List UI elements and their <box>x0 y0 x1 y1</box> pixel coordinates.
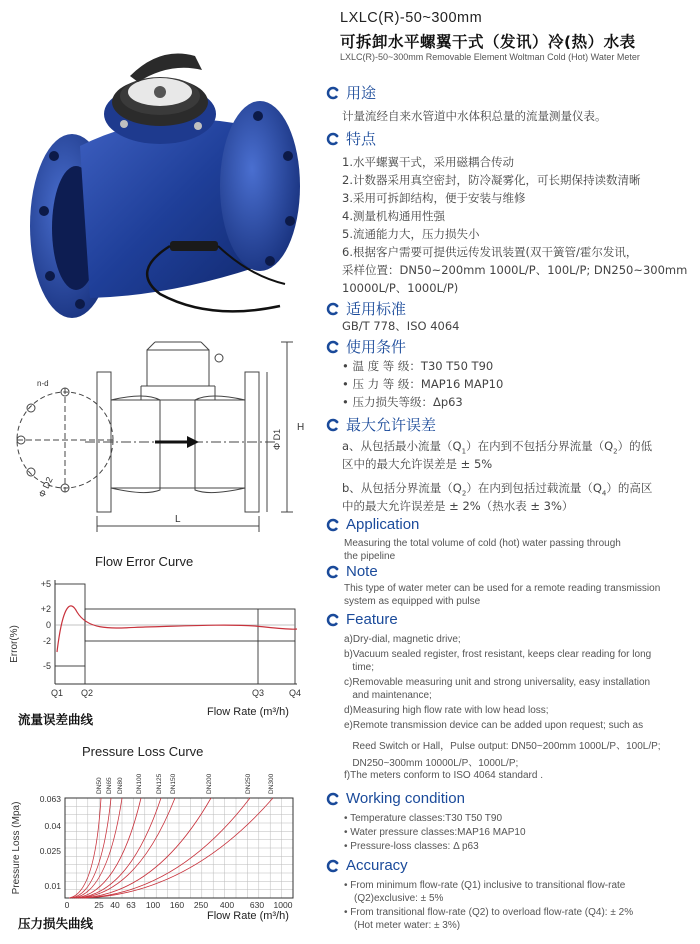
section-usage-title <box>326 82 376 103</box>
section-conditions-cn-title <box>326 336 406 357</box>
condition-cn-item: • 压 力 等 级：MAP16 MAP10 <box>342 377 504 391</box>
condition-cn-item: • 温 度 等 级：T30 T50 T90 <box>342 359 494 373</box>
application-line: Measuring the total volume of cold (hot) water passing through <box>344 538 621 549</box>
section-application-title <box>326 516 419 533</box>
application-line: the pipeline <box>344 551 396 562</box>
product-title-en: LXLC(R)-50~300mm Removable Element Woltman Cold (Hot) Water Meter <box>340 52 640 62</box>
x-tick-q1: Q1 <box>50 688 64 698</box>
pl-x-tick-25: 25 <box>94 900 104 910</box>
flow-error-xlabel: Flow Rate (m³/h) <box>207 706 289 718</box>
feature-en-line: f)The meters conform to ISO 4064 standard . <box>344 770 543 781</box>
accuracy-line: • From transitional flow-rate (Q2) to overload flow-rate (Q4): ± 2% <box>344 907 634 918</box>
flow-error-chart <box>5 572 305 702</box>
label-H: H <box>297 422 305 433</box>
working-title-text: Working condition <box>346 790 465 807</box>
pl-x-tick-1000: 1000 <box>273 900 293 910</box>
pressure-loss-caption-cn: 压力损失曲线 <box>18 916 94 931</box>
c-bullet-icon <box>326 613 340 627</box>
pressure-loss-ylabel: Pressure Loss (Mpa) <box>11 801 22 895</box>
feature-en-line: time; <box>344 662 375 673</box>
series-label-dn200: DN200 <box>206 773 213 794</box>
feature-en-line: c)Removable measuring unit and strong universality, easy installation <box>344 677 651 688</box>
feature-cn-item: 采样位置：DN50~200mm 1000L/P、100L/P; DN250~300mm <box>342 263 688 277</box>
feature-cn-item: 5.流通能力大，压力损失小 <box>342 227 480 241</box>
pl-x-tick-100: 100 <box>145 900 161 910</box>
note-line: system as equipped with pulse <box>344 596 481 607</box>
c-bullet-icon <box>326 86 340 100</box>
section-accuracy-title <box>326 857 408 874</box>
flow-error-chart-title: Flow Error Curve <box>95 554 194 569</box>
c-bullet-icon <box>326 340 340 354</box>
c-bullet-icon <box>326 565 340 579</box>
label-D2: Φ D2 <box>36 475 55 499</box>
label-D1: Φ D1 <box>272 428 282 450</box>
conditions-cn-title-text: 使用条件 <box>346 338 407 356</box>
c-bullet-icon <box>326 859 340 873</box>
c-bullet-icon <box>326 302 340 316</box>
series-label-dn50: DN50 <box>96 777 103 794</box>
y-tick-m2: -2 <box>42 636 51 646</box>
feature-cn-item: 4.测量机构通用性强 <box>342 209 445 223</box>
working-item: • Pressure-loss classes: Δ p63 <box>344 841 479 852</box>
label-L: L <box>175 514 181 525</box>
x-tick-q2: Q2 <box>80 688 94 698</box>
dimension-drawing <box>15 330 315 540</box>
accuracy-line: • From minimum flow-rate (Q1) inclusive to transitional flow-rate <box>344 880 626 891</box>
pl-x-tick-250: 250 <box>193 900 209 910</box>
flow-error-series-line <box>57 606 297 652</box>
features-cn-title-text: 特点 <box>346 130 377 148</box>
flow-error-ylabel: Error(%) <box>9 625 20 663</box>
y-tick-0: 0 <box>45 620 51 630</box>
product-model: LXLC(R)-50~300mm <box>340 10 483 26</box>
y-tick-m5: -5 <box>42 661 51 671</box>
label-nd: n-d <box>37 379 49 388</box>
feature-en-line: and maintenance; <box>344 690 432 701</box>
section-error-cn-title <box>326 414 436 435</box>
flow-error-caption-cn: 流量误差曲线 <box>18 712 94 727</box>
application-title-text: Application <box>346 516 420 533</box>
feature-en-title-text: Feature <box>346 611 398 628</box>
c-bullet-icon <box>326 418 340 432</box>
working-item: • Water pressure classes:MAP16 MAP10 <box>344 827 526 838</box>
y-tick-p2: +2 <box>40 604 51 614</box>
series-label-dn300: DN300 <box>268 773 275 794</box>
x-tick-q4: Q4 <box>288 688 302 698</box>
usage-text: 计量流经自来水管道中水体积总量的流量测量仪表。 <box>342 109 607 123</box>
condition-cn-item: • 压力损失等级：Δp63 <box>342 395 463 409</box>
x-tick-q3: Q3 <box>251 688 265 698</box>
pl-x-tick-40: 40 <box>110 900 120 910</box>
feature-en-line: e)Remote transmission device can be added upon request; such as <box>344 720 644 731</box>
error-cn-title-text: 最大允许误差 <box>346 416 437 434</box>
pl-x-tick-630: 630 <box>249 900 265 910</box>
section-feature-en-title <box>326 611 398 628</box>
pl-x-tick-0: 0 <box>64 900 70 910</box>
water-meter-photo <box>20 36 320 326</box>
series-label-dn250: DN250 <box>245 773 252 794</box>
c-bullet-icon <box>326 132 340 146</box>
series-label-dn100: DN100 <box>136 773 143 794</box>
feature-cn-item: 6.根据客户需要可提供远传发讯装置(双干簧管/霍尔发讯， <box>342 245 638 259</box>
pl-x-tick-63: 63 <box>126 900 136 910</box>
pressure-loss-chart-title: Pressure Loss Curve <box>82 744 204 759</box>
section-features-cn-title <box>326 128 376 149</box>
note-line: This type of water meter can be used for a remote reading transmission <box>344 583 661 594</box>
y-tick-p5: +5 <box>40 579 51 589</box>
accuracy-title-text: Accuracy <box>346 857 408 874</box>
pl-y-tick-0025: 0.025 <box>39 846 61 856</box>
pl-x-tick-400: 400 <box>219 900 235 910</box>
series-label-dn65: DN65 <box>106 777 113 794</box>
accuracy-line: (Q2)exclusive: ± 5% <box>354 893 444 904</box>
product-title-cn: 可拆卸水平螺翼干式（发讯）冷(热）水表 <box>340 33 636 51</box>
feature-en-line: Reed Switch or Hall，Pulse output: DN50~200mm 1000L/P、100L/P; <box>344 741 661 752</box>
error-cn-b-line2: 中的最大允许误差是 ± 2%（热水表 ± 3%） <box>342 499 574 513</box>
pressure-loss-xlabel: Flow Rate (m³/h) <box>207 910 289 922</box>
pl-x-tick-160: 160 <box>169 900 185 910</box>
pl-y-tick-001: 0.01 <box>44 881 61 891</box>
section-working-title <box>326 790 465 807</box>
feature-en-line: b)Vacuum sealed register, frost resistant, keeps clear reading for long <box>344 649 652 660</box>
section-standard-title <box>326 298 406 319</box>
note-title-text: Note <box>346 563 378 580</box>
feature-en-line: DN250~300mm 10000L/P、1000L/P; <box>344 758 519 769</box>
feature-en-line: d)Measuring high flow rate with low head loss; <box>344 705 549 716</box>
error-cn-a-line1: a、从包括最小流量$(Q_1)$在内到不包括分界流量$(Q_2)$的低 <box>342 439 653 456</box>
series-label-dn150: DN150 <box>170 773 177 794</box>
usage-title-text: 用途 <box>346 84 377 102</box>
section-note-title <box>326 563 378 580</box>
feature-cn-item: 2.计数器采用真空密封，防冷凝雾化，可长期保持读数清晰 <box>342 173 641 187</box>
pl-y-tick-004: 0.04 <box>44 821 61 831</box>
feature-cn-item: 1.水平螺翼干式，采用磁耦合传动 <box>342 155 514 169</box>
standard-title-text: 适用标准 <box>346 300 407 318</box>
c-bullet-icon <box>326 518 340 532</box>
accuracy-line: (Hot meter water: ± 3%) <box>354 920 461 931</box>
series-label-dn80: DN80 <box>117 777 124 794</box>
working-item: • Temperature classes:T30 T50 T90 <box>344 813 503 824</box>
feature-cn-item: 10000L/P、1000L/P) <box>342 281 459 295</box>
feature-cn-item: 3.采用可拆卸结构，便于安装与维修 <box>342 191 526 205</box>
series-label-dn125: DN125 <box>156 773 163 794</box>
feature-en-line: a)Dry-dial, magnetic drive; <box>344 634 461 645</box>
error-cn-a-line2: 区中的最大允许误差是 ± 5% <box>342 457 493 471</box>
pressure-loss-chart <box>5 762 305 914</box>
pl-y-tick-0063: 0.063 <box>39 794 61 804</box>
error-cn-b-line1: b、从包括分界流量$(Q_2)$在内到包括过载流量$(Q_4)$的高区 <box>342 481 653 498</box>
c-bullet-icon <box>326 792 340 806</box>
standard-text: GB/T 778、ISO 4064 <box>342 319 460 333</box>
